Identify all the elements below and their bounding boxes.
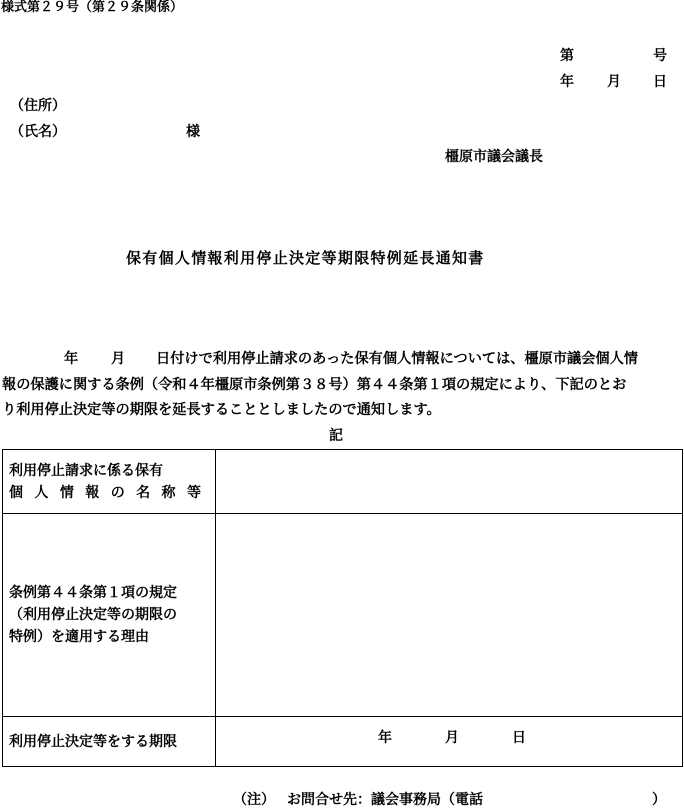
label-char: の [110, 484, 125, 501]
document-number-line [557, 49, 669, 65]
table-row [3, 450, 683, 514]
body-line-1-rest: 日付けで利用停止請求のあった保有個人情報については、橿原市議会個人情 [156, 351, 638, 367]
deadline-month-label: 月 [445, 730, 459, 746]
document-number-suffix: 号 [653, 48, 667, 64]
ki-heading: 記 [329, 428, 343, 444]
deadline-label: 利用停止決定等をする期限 [9, 733, 177, 750]
label-char: 名 [136, 484, 151, 501]
label-char: 称 [161, 484, 176, 501]
reason-label-line2: （利用停止決定等の期限の [9, 607, 177, 623]
label-char: 等 [186, 484, 201, 501]
body-line-3: り利用停止決定等の期限を延長することとしましたので通知します。 [2, 402, 441, 418]
info-name-label-line2 [9, 482, 201, 504]
label-char: 報 [85, 484, 100, 501]
addressee-address-label: （住所） [10, 98, 66, 114]
sender-title: 橿原市議会議長 [445, 149, 543, 165]
reason-label-cell [3, 514, 216, 717]
document-title: 保有個人情報利用停止決定等期限特例延長通知書 [126, 249, 485, 267]
info-name-label-line1: 利用停止請求に係る保有 [9, 462, 163, 479]
reason-label-line1: 条例第４４条第１項の規定 [9, 585, 177, 601]
details-table [2, 449, 683, 767]
addressee-name-label: （氏名） [10, 124, 66, 140]
body-month-label: 月 [111, 351, 126, 367]
footer-contact-text: お問合せ先：議会事務局（電話 [287, 792, 483, 808]
body-year-label: 年 [64, 351, 79, 367]
table-row [3, 717, 683, 767]
info-name-label-cell [3, 450, 216, 514]
footer-note-label: （注） [233, 792, 275, 808]
document-number-prefix: 第 [560, 48, 574, 64]
label-char: 人 [34, 484, 49, 501]
date-month-label: 月 [607, 74, 621, 90]
addressee-honorific: 様 [186, 124, 200, 140]
label-char: 情 [59, 484, 74, 501]
date-year-label: 年 [560, 74, 574, 90]
reason-label-line3: 特例）を適用する理由 [9, 629, 149, 645]
footer-close-paren: ） [652, 792, 666, 808]
label-char: 個 [9, 484, 23, 501]
info-name-value-cell[interactable] [216, 450, 683, 514]
form-number-label: 様式第２９号（第２９条関係） [1, 0, 184, 15]
body-line-2: 報の保護に関する条例（令和４年橿原市条例第３８号）第４４条第１項の規定により、下記のとお [2, 377, 627, 393]
reason-value-cell[interactable] [216, 514, 683, 717]
document-date-line [557, 75, 669, 91]
date-day-label: 日 [653, 74, 667, 90]
footer-contact-note [233, 793, 673, 809]
deadline-label-cell [3, 717, 216, 767]
deadline-value-cell[interactable] [216, 717, 683, 767]
table-row [3, 514, 683, 717]
deadline-year-label: 年 [378, 730, 392, 746]
deadline-day-label: 日 [512, 730, 526, 746]
